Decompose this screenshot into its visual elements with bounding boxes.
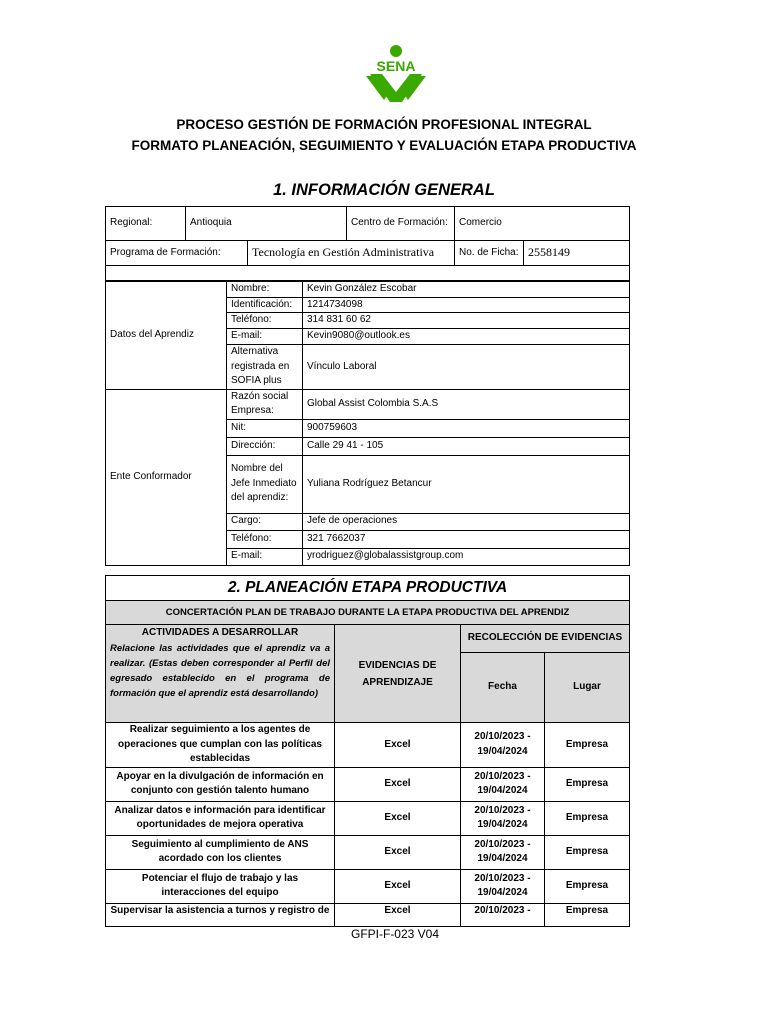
aprendiz-field-label: Alternativa registrada en SOFIA plus [227, 345, 303, 390]
activity-description: Supervisar la asistencia a turnos y registro de [106, 903, 335, 926]
activity-evidence: Excel [335, 835, 461, 869]
ficha-label: No. de Ficha: [455, 241, 524, 266]
ente-field-value: yrodriguez@globalassistgroup.com [303, 548, 630, 565]
activity-row [106, 723, 630, 768]
aprendiz-field-label: Teléfono: [227, 313, 303, 329]
ente-field-value: Yuliana Rodríguez Betancur [303, 455, 630, 513]
regional-value: Antioquia [186, 207, 347, 241]
programa-value: Tecnología en Gestión Administrativa [248, 241, 455, 266]
lugar-header: Lugar [545, 653, 630, 723]
centro-label: Centro de Formación: [347, 207, 455, 241]
ente-field-label: Nit: [227, 419, 303, 437]
activity-date: 20/10/2023 - 19/04/2024 [461, 767, 545, 801]
aprendiz-ente-table [105, 281, 630, 566]
activity-description: Analizar datos e información para identificar oportunidades de mejora operativa [106, 801, 335, 835]
ente-field-value: Global Assist Colombia S.A.S [303, 389, 630, 419]
ente-field-value: 321 7662037 [303, 530, 630, 548]
ente-field-label: Nombre del Jefe Inmediato del aprendiz: [227, 455, 303, 513]
aprendiz-field-label: Nombre: [227, 282, 303, 298]
ente-field-label: Razón social Empresa: [227, 389, 303, 419]
activity-description: Seguimiento al cumplimiento de ANS acordado con los clientes [106, 835, 335, 869]
recoleccion-header: RECOLECCIÓN DE EVIDENCIAS [461, 625, 630, 653]
spacer-row [106, 266, 630, 281]
ente-field-label: Teléfono: [227, 530, 303, 548]
actividades-instructions: Relacione las actividades que el aprendiz va a realizar. (Estas deben corresponder al Perfil del egresado establecido en el programa de formación que el aprendiz está desarrollando) [110, 642, 330, 700]
ente-field-value: 900759603 [303, 419, 630, 437]
activity-evidence: Excel [335, 903, 461, 926]
activity-evidence: Excel [335, 723, 461, 768]
activity-date: 20/10/2023 - [461, 903, 545, 926]
aprendiz-row [106, 282, 630, 298]
general-info-table [105, 206, 630, 281]
ente-group-label: Ente Conformador [106, 389, 227, 565]
activity-row [106, 835, 630, 869]
regional-label: Regional: [106, 207, 186, 241]
activity-date: 20/10/2023 - 19/04/2024 [461, 723, 545, 768]
activity-place: Empresa [545, 767, 630, 801]
ente-field-label: Dirección: [227, 437, 303, 455]
section-2-title: 2. PLANEACIÓN ETAPA PRODUCTIVA [106, 576, 630, 601]
aprendiz-field-value: Kevin9080@outlook.es [303, 329, 630, 345]
activity-description: Apoyar en la divulgación de información en conjunto con gestión talento humano [106, 767, 335, 801]
activity-place: Empresa [545, 903, 630, 926]
document-subtitle: FORMATO PLANEACIÓN, SEGUIMIENTO Y EVALUACIÓN ETAPA PRODUCTIVA [131, 138, 637, 153]
actividades-header-label: ACTIVIDADES A DESARROLLAR [141, 627, 299, 638]
ente-field-label: E-mail: [227, 548, 303, 565]
aprendiz-field-label: E-mail: [227, 329, 303, 345]
ficha-value: 2558149 [524, 241, 630, 266]
footer-code: GFPI-F-023 V04 [350, 927, 440, 941]
activity-place: Empresa [545, 835, 630, 869]
programa-label: Programa de Formación: [106, 241, 248, 266]
actividades-header [106, 625, 335, 723]
aprendiz-group-label: Datos del Aprendiz [106, 282, 227, 390]
section-2-subtitle: CONCERTACIÓN PLAN DE TRABAJO DURANTE LA ETAPA PRODUCTIVA DEL APRENDIZ [106, 601, 630, 625]
activity-evidence: Excel [335, 869, 461, 903]
sena-logo [364, 44, 428, 106]
activity-evidence: Excel [335, 767, 461, 801]
aprendiz-field-label: Identificación: [227, 297, 303, 313]
activity-row [106, 801, 630, 835]
activity-date: 20/10/2023 - 19/04/2024 [461, 801, 545, 835]
activity-row [106, 903, 630, 926]
activity-row [106, 869, 630, 903]
fecha-header: Fecha [461, 653, 545, 723]
ente-field-value: Calle 29 41 - 105 [303, 437, 630, 455]
document-title: PROCESO GESTIÓN DE FORMACIÓN PROFESIONAL INTEGRAL [176, 117, 592, 132]
activity-row [106, 767, 630, 801]
activity-place: Empresa [545, 801, 630, 835]
activity-date: 20/10/2023 - 19/04/2024 [461, 869, 545, 903]
logo-text: SENA [376, 58, 416, 74]
section-1-title: 1. INFORMACIÓN GENERAL [273, 181, 495, 199]
aprendiz-field-value: 314 831 60 62 [303, 313, 630, 329]
activity-date: 20/10/2023 - 19/04/2024 [461, 835, 545, 869]
planeacion-table [105, 575, 630, 927]
ente-field-value: Jefe de operaciones [303, 513, 630, 530]
aprendiz-field-value: Kevin González Escobar [303, 282, 630, 298]
ente-row [106, 389, 630, 419]
centro-value: Comercio [455, 207, 630, 241]
evidencias-header: EVIDENCIAS DE APRENDIZAJE [335, 625, 461, 723]
activity-evidence: Excel [335, 801, 461, 835]
ente-field-label: Cargo: [227, 513, 303, 530]
activity-description: Realizar seguimiento a los agentes de operaciones que cumplan con las políticas establecidas [106, 723, 335, 768]
activity-place: Empresa [545, 869, 630, 903]
aprendiz-field-value: Vínculo Laboral [303, 345, 630, 390]
activity-place: Empresa [545, 723, 630, 768]
activity-description: Potenciar el flujo de trabajo y las interacciones del equipo [106, 869, 335, 903]
aprendiz-field-value: 1214734098 [303, 297, 630, 313]
